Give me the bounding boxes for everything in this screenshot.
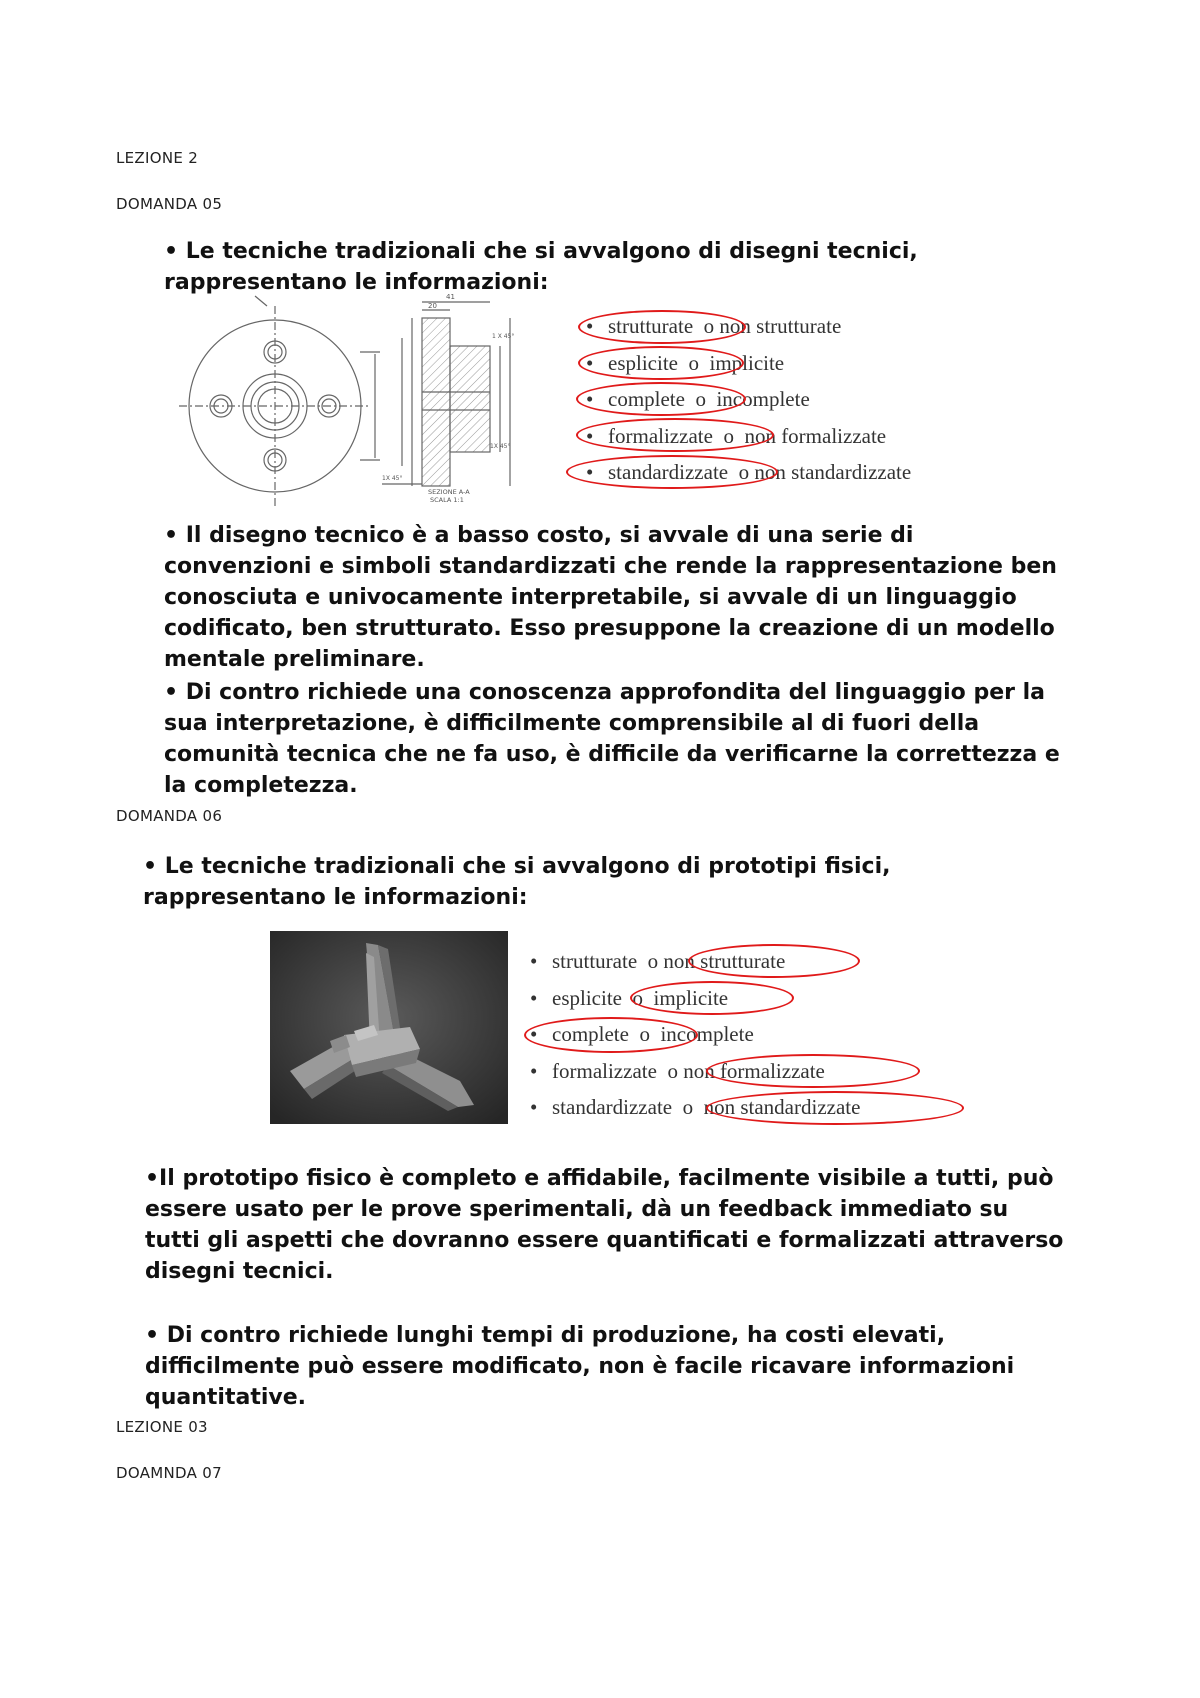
option-separator: o: [647, 949, 659, 973]
option-separator: o: [703, 314, 715, 338]
option-right: implicite: [653, 985, 729, 1010]
question-07-heading: DOAMNDA 07: [116, 1464, 222, 1482]
dim-chamfer-label: 1 X 45°: [492, 333, 515, 340]
option-separator: o: [632, 985, 643, 1010]
option-right: non formalizzate: [683, 1058, 825, 1083]
option-row: • complete o incomplete: [530, 1022, 754, 1046]
option-row: • strutturate o non strutturate: [530, 949, 786, 973]
option-left: strutturate: [552, 949, 638, 973]
flange-front-view: [175, 292, 385, 510]
option-separator: o: [695, 387, 706, 411]
option-separator: o: [639, 1022, 650, 1046]
section-label: SEZIONE A-A: [428, 488, 470, 496]
lesson-2-heading: LEZIONE 2: [116, 149, 199, 167]
option-separator: o: [682, 1095, 694, 1119]
dim-side-label: 1X 45°: [490, 443, 511, 450]
option-row: • standardizzate o non standardizzate: [586, 460, 912, 484]
option-row: • formalizzate o non formalizzate: [530, 1058, 825, 1083]
option-left: esplicite: [608, 350, 678, 375]
dim-mid-label: 20: [428, 302, 437, 310]
lesson-03-heading: LEZIONE 03: [116, 1418, 208, 1436]
option-right: non formalizzate: [744, 423, 887, 448]
option-right: incomplete: [716, 387, 810, 411]
flange-section-view: [382, 288, 532, 510]
option-left: standardizzate: [608, 460, 729, 484]
option-right: non strutturate: [719, 314, 842, 338]
option-row: • strutturate o non strutturate: [586, 314, 842, 338]
slide-06-paragraph-2: • Di contro richiede lunghi tempi di produzione, ha costi elevati, difficilmente può essere modificato, non è facile ricavare informazioni quantitative.: [145, 1323, 1015, 1410]
prototype-render-image: [270, 931, 508, 1124]
option-separator: o: [723, 423, 734, 448]
option-left: standardizzate: [552, 1095, 673, 1119]
dim-bottom-label: 1X 45°: [382, 475, 403, 482]
question-06-heading: DOMANDA 06: [116, 807, 223, 825]
option-separator: o: [667, 1058, 678, 1083]
dim-top-label: 41: [446, 293, 455, 301]
slide-05-title: • Le tecniche tradizionali che si avvalgono di disegni tecnici, rappresentano le informazioni:: [164, 239, 918, 295]
slide-05-paragraph-2: • Di contro richiede una conoscenza approfondita del linguaggio per la sua interpretazione, è difficilmente comprensibile al di fuori della comunità tecnica che ne fa uso, è difficile da verificarne la correttezza e la completezza.: [164, 680, 1060, 798]
option-right: incomplete: [660, 1022, 754, 1046]
option-row: • complete o incomplete: [586, 387, 810, 411]
slide-05-options: [586, 308, 911, 491]
slide-06-title: • Le tecniche tradizionali che si avvalgono di prototipi fisici, rappresentano le informazioni:: [143, 854, 891, 910]
option-separator: o: [738, 460, 750, 484]
option-left: esplicite: [552, 985, 622, 1010]
option-right: implicite: [709, 350, 785, 375]
option-right: non strutturate: [663, 949, 786, 973]
option-left: complete: [608, 387, 685, 411]
option-right: non standardizzate: [703, 1095, 861, 1119]
scale-label: SCALA 1:1: [430, 496, 464, 504]
option-row: • standardizzate o non standardizzate: [530, 1095, 861, 1119]
option-right: non standardizzate: [754, 460, 912, 484]
slide-06-paragraph-1: •Il prototipo fisico è completo e affidabile, facilmente visibile a tutti, può essere usato per le prove sperimentali, dà un feedback immediato su tutti gli aspetti che dovranno essere quantificati e formalizzati attraverso disegni tecnici.: [145, 1166, 1064, 1284]
option-row: • formalizzate o non formalizzate: [586, 423, 887, 448]
option-row: • esplicite o implicite: [586, 350, 785, 375]
question-05-heading: DOMANDA 05: [116, 195, 223, 213]
option-left: formalizzate: [608, 423, 713, 448]
option-row: • esplicite o implicite: [530, 985, 729, 1010]
option-separator: o: [688, 350, 699, 375]
slide-06-options: [530, 943, 860, 1126]
option-left: formalizzate: [552, 1058, 657, 1083]
option-left: strutturate: [608, 314, 694, 338]
option-left: complete: [552, 1022, 629, 1046]
slide-05-paragraph-1: • Il disegno tecnico è a basso costo, si avvale di una serie di convenzioni e simboli standardizzati che rende la rappresentazione ben conosciuta e univocamente interpretabile, si avvale di un linguaggio codificato, ben strutturato. Esso presuppone la creazione di un modello mentale preliminare.: [164, 523, 1057, 672]
